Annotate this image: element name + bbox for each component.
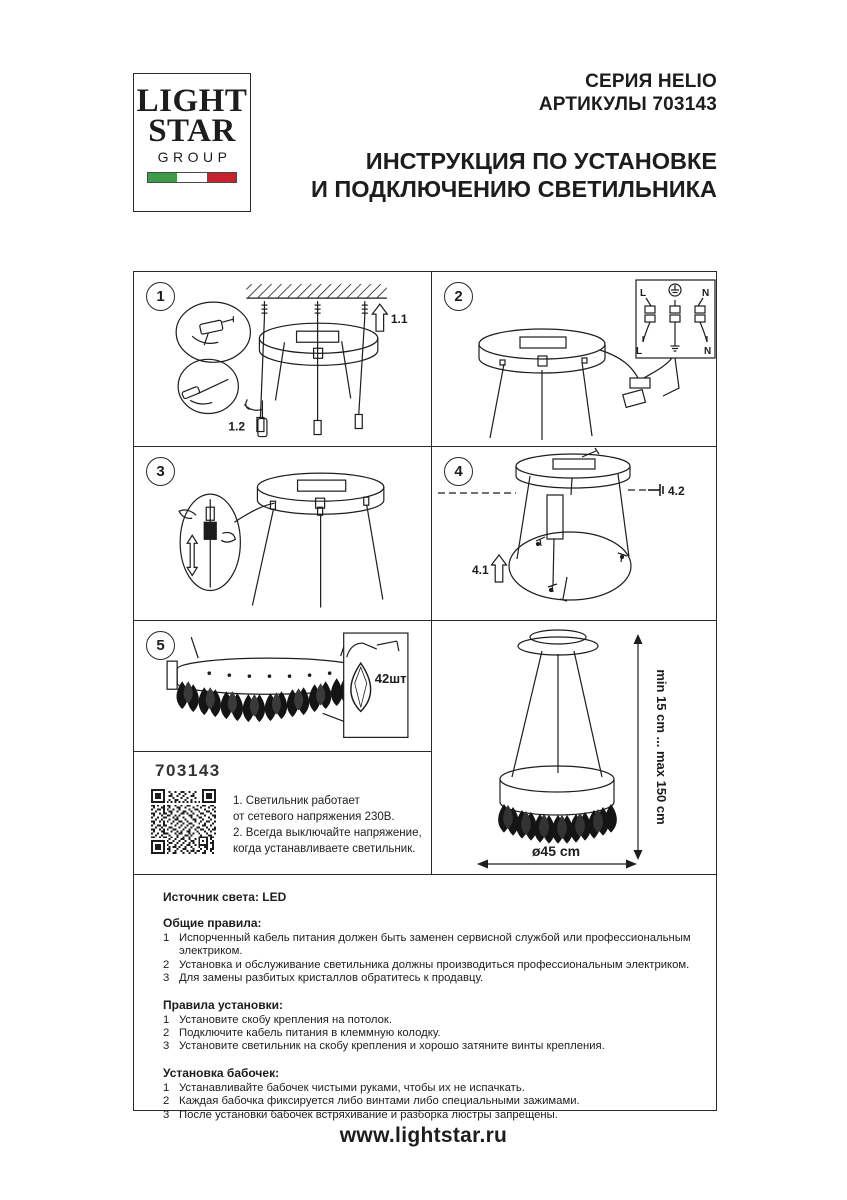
drill-hand-inset: [176, 302, 250, 362]
up-down-arrow-icon: [187, 535, 197, 575]
step-5-diagram: [134, 621, 431, 751]
section-title: Правила установки:: [163, 997, 283, 1012]
wire-label-n: N: [702, 288, 710, 299]
rule-item: 1 Установите скобу крепления на потолок.: [163, 1013, 392, 1026]
rule-item: 3 Установите светильник на скобу крепления и хорошо затяните винты крепления.: [163, 1040, 605, 1053]
rule-item: 1 Испорченный кабель питания должен быть заменен сервисной службой или профессиональным электриком.: [163, 932, 691, 958]
inset-leader-line: [644, 358, 672, 378]
article-panel: [134, 752, 432, 875]
rule-item: 1 Устанавливайте бабочек чистыми руками, чтобы их не испачкать.: [163, 1081, 525, 1094]
lightstar-logo: [133, 73, 251, 212]
inset-leader-line: [234, 503, 274, 522]
up-arrow-icon: [372, 304, 387, 331]
inset-leader-line: [323, 713, 344, 721]
header-text: [311, 70, 717, 203]
wire-label-n: N: [704, 346, 712, 357]
rule-item: 2 Установка и обслуживание светильника должны производиться профессиональным электриком.: [163, 958, 690, 971]
crystal-fringe: [498, 804, 617, 844]
rule-item: 2 Каждая бабочка фиксируется либо винтами либо специальными зажимами.: [163, 1095, 580, 1108]
wire-label-l: L: [640, 288, 647, 299]
website-url: www.lightstar.ru: [339, 1124, 508, 1147]
mounting-ring: [516, 454, 630, 488]
ceiling-canopy: [509, 532, 631, 600]
step-number-2: 2: [444, 282, 473, 311]
article-number: АРТИКУЛЫ 703143: [538, 94, 717, 115]
step-1-diagram: [134, 272, 431, 446]
height-dimension-arrow: [634, 634, 643, 860]
logo-text-group: GROUP: [157, 149, 232, 165]
note-line: от сетевого напряжения 230В.: [233, 811, 395, 823]
page-title-line2: И ПОДКЛЮЧЕНИЮ СВЕТИЛЬНИКА: [310, 176, 717, 202]
step-5-panel: [134, 621, 432, 752]
bottom-screw-icon: [560, 577, 567, 601]
step-4-diagram: [432, 447, 716, 619]
step-number-1: 1: [146, 282, 175, 311]
step-4-panel: [432, 447, 716, 621]
label-4-2: 4.2: [668, 484, 685, 498]
note-line: 2. Всегда выключайте напряжение,: [233, 827, 422, 839]
diameter-label: ø45 cm: [531, 843, 581, 859]
wire-label-l: L: [636, 346, 643, 357]
step-3-diagram: [134, 447, 431, 620]
label-4-1: 4.1: [472, 563, 489, 577]
rules-section-general: [163, 916, 698, 986]
mounting-ring: [479, 329, 605, 373]
light-source: Источник света: LED: [163, 890, 287, 904]
suspension-rods: [257, 317, 365, 434]
cable-adjuster-inset: [179, 494, 240, 590]
step-2-panel: [432, 272, 716, 447]
rules-panel: [134, 875, 716, 1121]
rules-section-installation: [163, 998, 698, 1054]
note-line: 1. Светильник работает: [233, 795, 360, 807]
article-number: 703143: [155, 761, 221, 780]
step-number-3: 3: [146, 457, 175, 486]
instruction-grid: [133, 271, 717, 1121]
height-range-label: min 15 cm ... max 150 cm: [654, 669, 669, 825]
anchor-screws: [261, 301, 367, 317]
section-title: Установка бабочек:: [163, 1065, 280, 1080]
step-1-panel: [134, 272, 432, 447]
hand-icon: [221, 533, 235, 543]
label-1-1: 1.1: [390, 312, 408, 327]
mounting-ring: [257, 473, 383, 514]
ceiling-hatch: [246, 284, 386, 298]
page-title-line1: ИНСТРУКЦИЯ ПО УСТАНОВКЕ: [365, 148, 717, 174]
logo-text-star: STAR: [148, 113, 236, 149]
logo-text-light: LIGHT: [136, 83, 248, 119]
safety-notes: [233, 793, 422, 857]
italian-flag-icon: [147, 172, 237, 183]
up-arrow-icon: [492, 555, 507, 582]
series-title: СЕРИЯ HELIO: [585, 71, 717, 92]
dimensions-diagram: [432, 621, 716, 874]
ceiling-canopy: [518, 630, 598, 655]
suspension-cables: [490, 362, 592, 440]
qr-code: [151, 789, 216, 854]
rule-item: 3 Для замены разбитых кристаллов обратитесь к продавцу.: [163, 972, 484, 985]
crystal-fringe: [177, 676, 352, 722]
cable-clips: [536, 537, 627, 592]
crystal-count-label: 42шт: [374, 671, 407, 687]
side-screw-icon: [648, 484, 663, 496]
label-1-2: 1.2: [228, 419, 246, 434]
power-cord: [600, 350, 650, 407]
step-3-panel: [134, 447, 432, 621]
rule-item: 2 Подключите кабель питания в клеммную колодку.: [163, 1027, 441, 1040]
step-number-4: 4: [444, 457, 473, 486]
rules-section-crystals: [163, 1066, 698, 1122]
section-title: Общие правила:: [163, 916, 262, 930]
dimensions-panel: [432, 621, 716, 875]
screwdriver-hand-inset: [178, 359, 238, 413]
rule-item: 3 После установки бабочек встряхивание и разборка люстры запрещены.: [163, 1108, 558, 1121]
diameter-dimension-arrow: [477, 860, 637, 869]
step-number-5: 5: [146, 631, 175, 660]
note-line: когда устанавливаете светильник.: [233, 843, 416, 855]
suspension-cables: [252, 497, 382, 607]
suspension-cables: [512, 651, 602, 777]
step-2-diagram: [432, 272, 716, 445]
top-screw-icon: [582, 448, 599, 457]
chandelier-ring: [500, 766, 614, 815]
suspension-cables: [517, 474, 629, 585]
